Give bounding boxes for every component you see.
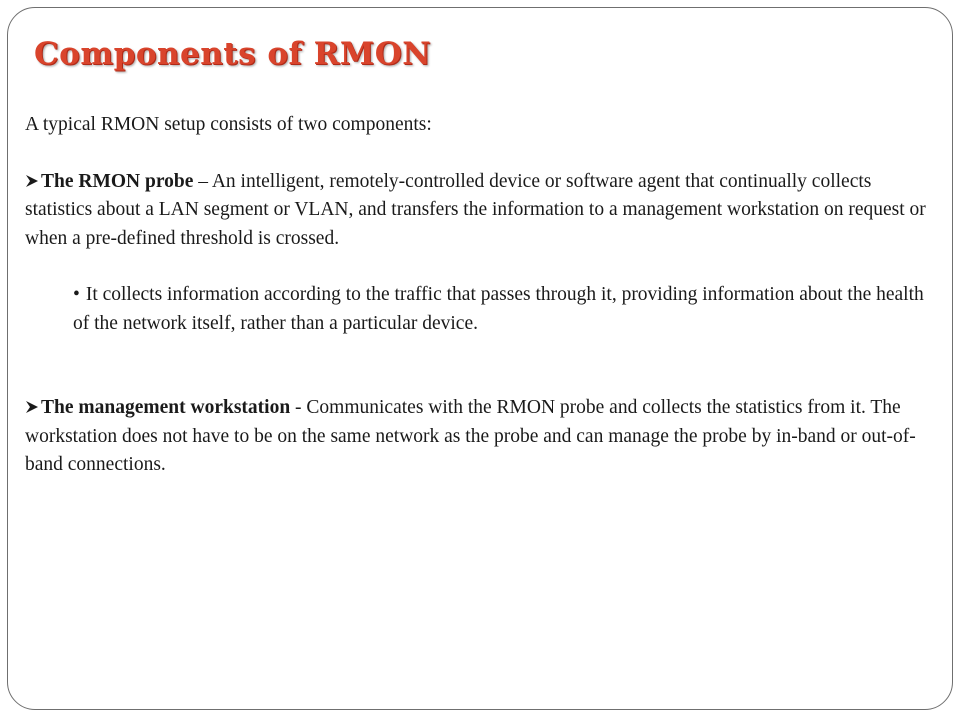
sub-bullet: [73, 281, 937, 338]
desc-rmon-probe: An intelligent, remotely-controlled device or software agent that continually collects statistics about a LAN segment or VLAN, and transfers the information to a management workstation on request or when a pre-defined threshold is crossed.: [25, 170, 926, 249]
sub-bullet-text: It collects information according to the traffic that passes through it, providing information about the health of the network itself, rather than a particular device.: [73, 284, 924, 334]
term-management-workstation: The management workstation: [41, 397, 291, 418]
arrow-bullet-icon: [25, 400, 39, 414]
bullet-dot-icon: •: [73, 284, 80, 305]
term-rmon-probe: The RMON probe: [41, 170, 194, 192]
bullet-management-workstation: [25, 394, 937, 480]
separator: -: [290, 397, 307, 418]
slide-body: [25, 111, 937, 480]
slide-frame: [7, 7, 953, 710]
spacer: [25, 338, 937, 394]
desc-management-workstation: Communicates with the RMON probe and collects the statistics from it. The workstation does not have to be on the same network as the probe and can manage the probe by in-band or out-of-band connections.: [25, 397, 916, 475]
arrow-bullet-icon: [25, 174, 39, 188]
bullet-rmon-probe: [25, 168, 937, 254]
separator: –: [193, 170, 212, 192]
intro-text: A typical RMON setup consists of two components:: [25, 114, 432, 135]
slide-title: Components of RMON: [34, 36, 432, 72]
